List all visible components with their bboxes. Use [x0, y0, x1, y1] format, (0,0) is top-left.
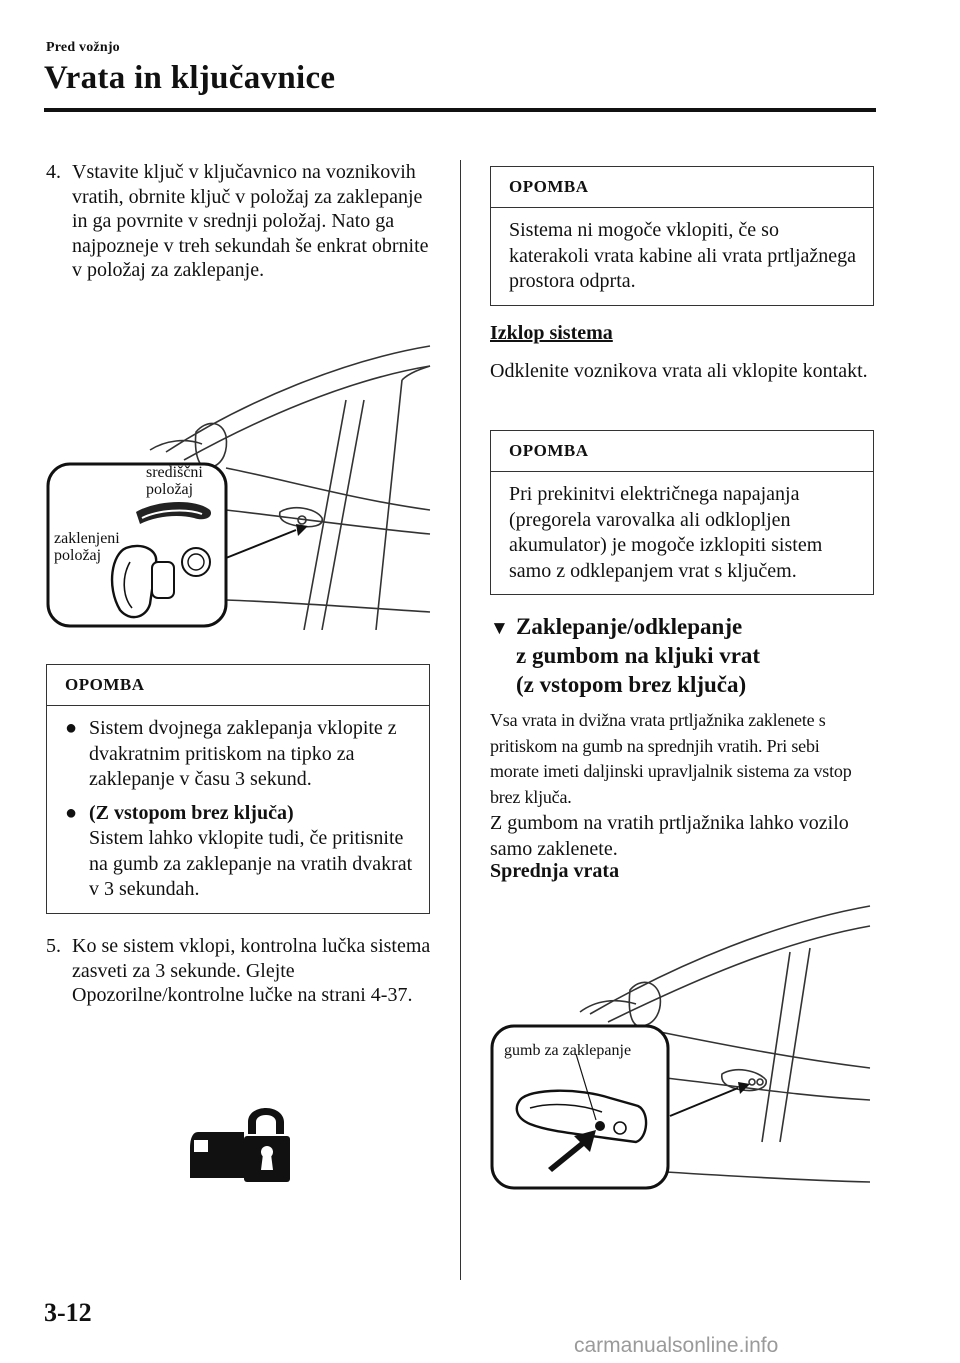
step-5 [46, 934, 436, 1008]
heading-line-3: (z vstopom brez ključa) [516, 672, 747, 697]
label-locked-position: zaklenjeni položaj [54, 530, 120, 564]
step-4 [46, 160, 436, 283]
note-heading: OPOMBA [47, 665, 429, 706]
bullet-dot: ● [65, 717, 78, 739]
note-bullet-1-text: Sistem dvojnega zaklepanja vklopite z dvakratnim pritiskom na tipko za zaklepanje v času 3 sekund. [89, 717, 397, 790]
page-number: 3-12 [44, 1298, 92, 1327]
column-divider [460, 160, 461, 1280]
note-bullet-2 [65, 801, 415, 903]
title-divider [44, 108, 876, 112]
page-title: Vrata in ključavnice [44, 60, 336, 96]
note-text: Pri prekinitvi električnega napajanja (pregorela varovalka ali odklopljen akumulator) je mogoče izklopiti sistem samo z odklepanjem vrat s ključem. [509, 483, 823, 582]
figure-door-handle-button [490, 902, 874, 1192]
label-center-position: središčni položaj [146, 464, 203, 498]
paragraph-deactivate: Odklenite voznikova vrata ali vklopite kontakt. [490, 360, 868, 382]
watermark: carmanualsonline.info [574, 1334, 779, 1357]
note-bullet-2-text: Sistem lahko vklopite tudi, če pritisnite na gumb za zaklepanje na vratih dvakrat v 3 sekundah. [89, 827, 413, 900]
step-4-text: Vstavite ključ v ključavnico na voznikovih vratih, obrnite ključ v položaj za zaklepanje in ga povrnite v srednji položaj. Nato ga najpozneje v treh sekundah še enkrat obrnite v položaj za zaklepanje. [72, 161, 429, 281]
step-4-number: 4. [46, 161, 61, 183]
car-door-key-illustration [46, 340, 436, 630]
step-5-number: 5. [46, 935, 61, 957]
note-box-double-lock [46, 664, 430, 914]
note-bullet-1 [65, 716, 415, 793]
triangle-marker-icon: ▼ [490, 618, 509, 639]
paragraph-keyless-description: Vsa vrata in dvižna vrata prtljažnika zaklenete s pritiskom na gumb na sprednjih vratih. Pri sebi morate imeti daljinski upravljalnik sistema za vstop brez ključa. [490, 710, 852, 807]
section-label: Pred vožnjo [46, 40, 120, 55]
heading-line-2: z gumbom na kljuki vrat [516, 643, 761, 668]
step-5-text: Ko se sistem vklopi, kontrolna lučka sistema zasveti za 3 sekunde. Glejte Opozorilne/kontrolne lučke na strani 4-37. [72, 935, 431, 1006]
note-box-power-failure [490, 430, 874, 595]
heading-line-1: Zaklepanje/odklepanje [516, 614, 743, 639]
label-front-door: Sprednja vrata [490, 860, 620, 882]
note-text: Sistema ni mogoče vklopiti, če so katerakoli vrata kabine ali vrata prtljažnega prostora odprta. [509, 219, 857, 292]
note-heading: OPOMBA [491, 167, 873, 208]
subheading-deactivate: Izklop sistema [490, 322, 613, 344]
label-lock-button: gumb za zaklepanje [504, 1042, 632, 1059]
bullet-dot: ● [65, 801, 78, 824]
note-heading: OPOMBA [491, 431, 873, 472]
paragraph-liftgate: Z gumbom na vratih prtljažnika lahko vozilo samo zaklenete. [490, 812, 849, 860]
section-heading-keyless [490, 612, 870, 699]
figure-key-lock [46, 340, 436, 630]
double-lock-indicator-icon [184, 1108, 290, 1184]
note-bullet-2-subtitle: (Z vstopom brez ključa) [89, 801, 294, 824]
note-box-system-unavailable [490, 166, 874, 306]
